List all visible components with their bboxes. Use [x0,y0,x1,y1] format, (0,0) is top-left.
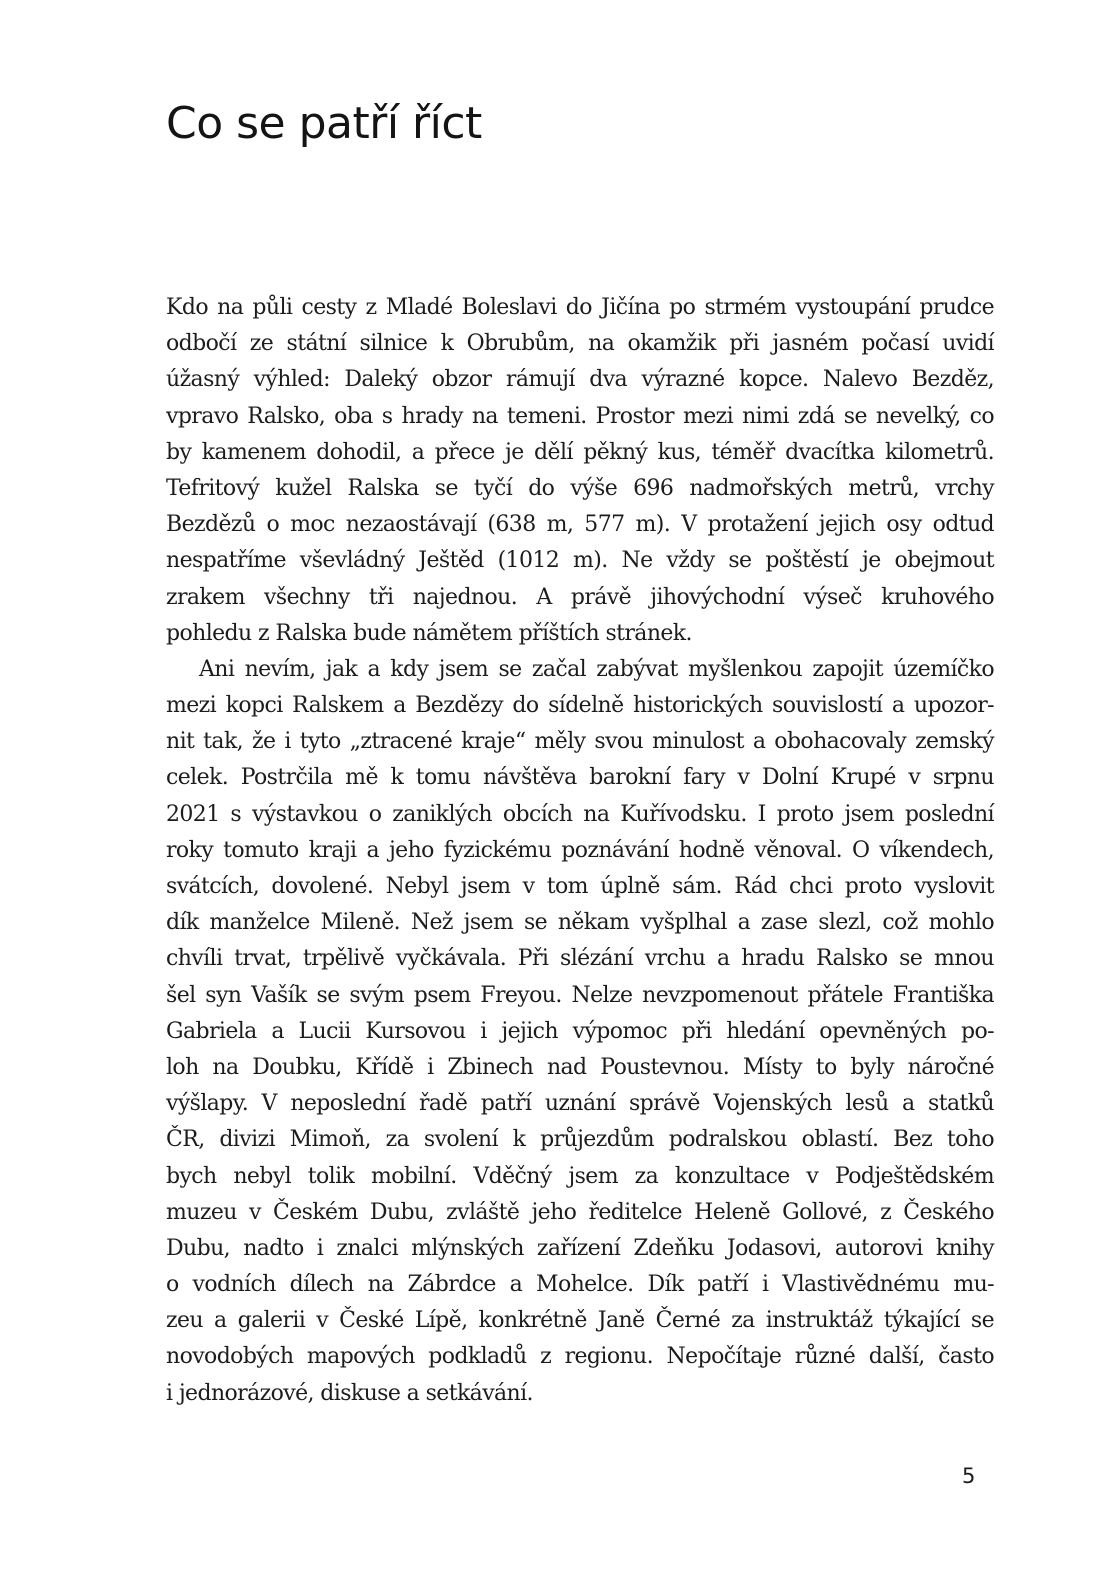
text-line: pohledu z Ralska bude námětem příštích stránek. [166,620,692,646]
text-line: Ani nevím, jak a kdy jsem se začal zabývat myšlenkou zapojit územíčko [199,656,994,682]
text-line: Dubu, nadto i znalci mlýnských zařízení Zdeňku Jodasovi, autorovi knihy [166,1235,994,1261]
text-line: 2021 s výstavkou o zaniklých obcích na Kuřívodsku. I proto jsem poslední [166,801,994,827]
page-number: 5 [962,1464,976,1488]
text-line: by kamenem dohodil, a přece je dělí pěkný kus, téměř dvacítka kilometrů. [166,439,994,465]
text-line: muzeu v Českém Dubu, zvláště jeho ředitelce Heleně Gollové, z Českého [166,1199,994,1225]
text-line: Bezdězů o moc nezaostávají (638 m, 577 m). V protažení jejich osy odtud [166,512,994,538]
text-line: nespatříme vševládný Ještěd (1012 m). Ne vždy se poštěstí je obejmout [166,548,994,574]
text-line: nit tak, že i tyto „ztracené kraje“ měly svou minulost a obohacovaly zemský [166,729,994,755]
text-line: i jednorázové, diskuse a setkávání. [166,1380,533,1406]
text-line: mezi kopci Ralskem a Bezdězy do sídelně historických souvislostí a upozor- [166,693,994,719]
text-line: výšlapy. V neposlední řadě patří uznání správě Vojenských lesů a statků [166,1091,994,1117]
text-line: odbočí ze státní silnice k Obrubům, na okamžik při jasném počasí uvidí [166,331,994,357]
chapter-title: Co se patří říct [166,98,482,149]
text-line: novodobých mapových podkladů z regionu. Nepočítaje různé další, často [166,1344,994,1370]
text-line: Tefritový kužel Ralska se tyčí do výše 696 nadmořských metrů, vrchy [166,475,994,501]
text-line: šel syn Vašík se svým psem Freyou. Nelze nevzpomenout přátele Františka [166,982,994,1008]
body-text [166,290,994,1412]
text-line: o vodních dílech na Zábrdce a Mohelce. Dík patří i Vlastivědnému mu- [166,1272,994,1298]
text-line: chvíli trvat, trpělivě vyčkávala. Při slézání vrchu a hradu Ralsko se mnou [166,946,994,972]
paragraph-1 [166,290,994,652]
text-line: zrakem všechny tři najednou. A právě jihovýchodní výseč kruhového [166,584,994,610]
text-line: loh na Doubku, Křídě i Zbinech nad Poustevnou. Místy to byly náročné [166,1054,994,1080]
text-line: svátcích, dovolené. Nebyl jsem v tom úplně sám. Rád chci proto vyslovit [166,874,994,899]
paragraph-2 [166,652,994,1412]
text-line: vpravo Ralsko, oba s hrady na temeni. Prostor mezi nimi zdá se nevelký, co [166,403,994,429]
text-line: bych nebyl tolik mobilní. Vděčný jsem za konzultace v Podještědském [166,1163,994,1189]
text-line: Kdo na půli cesty z Mladé Boleslavi do Jičína po strmém vystoupání prudce [166,295,994,320]
text-line: Gabriela a Lucii Kursovou i jejich výpomoc při hledání opevněných po- [166,1018,994,1044]
text-line: dík manželce Mileně. Než jsem se někam vyšplhal a zase slezl, což mohlo [166,910,994,936]
text-line: celek. Postrčila mě k tomu návštěva barokní fary v Dolní Krupé v srpnu [166,765,994,791]
text-line: zeu a galerii v České Lípě, konkrétně Janě Černé za instruktáž týkající se [166,1308,994,1334]
text-line: ČR, divizi Mimoň, za svolení k průjezdům podralskou oblastí. Bez toho [166,1127,994,1153]
text-line: roky tomuto kraji a jeho fyzickému poznávání hodně věnoval. O víkendech, [166,837,994,863]
text-line: úžasný výhled: Daleký obzor rámují dva výrazné kopce. Nalevo Bezděz, [166,367,994,393]
